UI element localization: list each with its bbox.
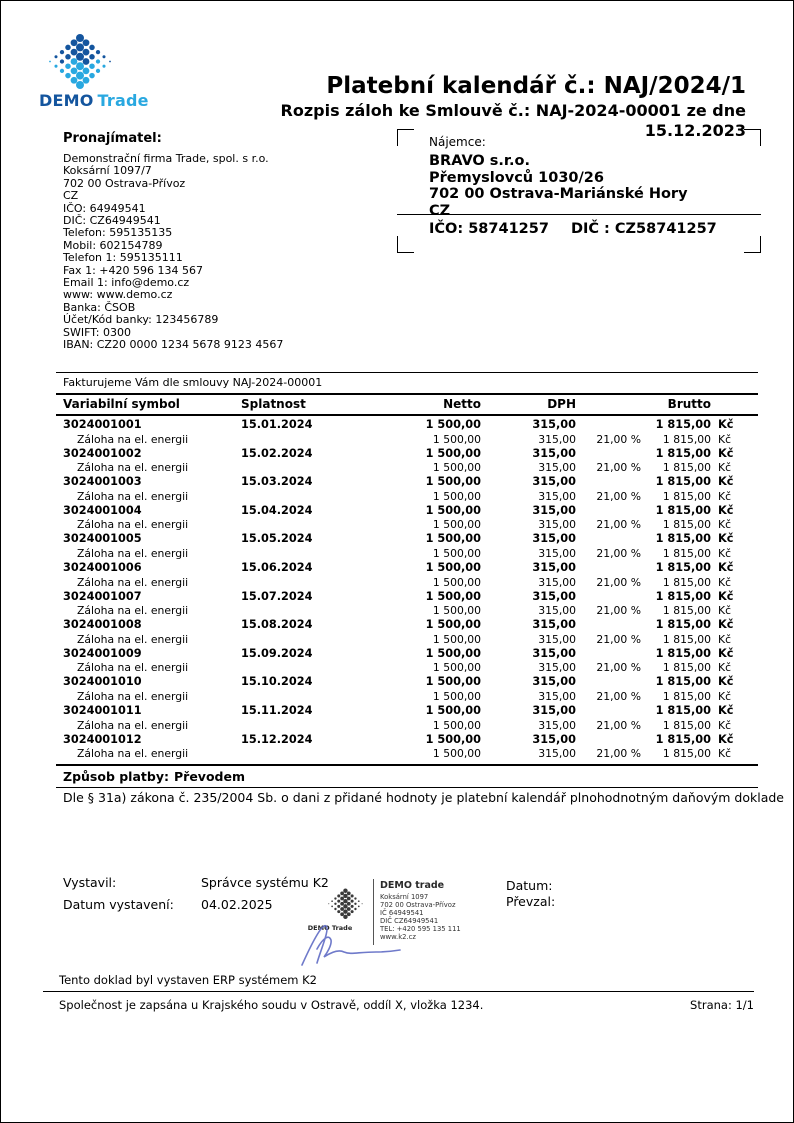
cell-vat-rate: 21,00 % xyxy=(596,489,641,503)
cell-brutto: 1 815,00 xyxy=(655,475,711,489)
tenant-box xyxy=(397,129,761,253)
table-row-main xyxy=(56,590,758,605)
cell-description: Záloha na el. energii xyxy=(77,747,189,761)
date-label: Datum: xyxy=(506,878,553,893)
cell-currency: Kč xyxy=(718,689,732,703)
cell-vat-rate: 21,00 % xyxy=(596,518,641,532)
table-row-main xyxy=(56,418,758,433)
cell-dph: 315,00 xyxy=(538,747,576,761)
cell-vat-rate: 21,00 % xyxy=(596,546,641,560)
table-row-sub xyxy=(56,547,758,561)
cell-vat-rate xyxy=(576,447,641,462)
cell-symbol: 3024001011 xyxy=(63,703,142,717)
cell-netto: 1 500,00 xyxy=(425,560,481,574)
cell-symbol: 3024001010 xyxy=(63,675,142,689)
payment-method-label: Způsob platby: xyxy=(63,769,169,785)
cell-due: 15.12.2024 xyxy=(241,732,313,746)
issue-date-value: 04.02.2025 xyxy=(201,897,273,912)
cell-due: 15.07.2024 xyxy=(241,589,313,603)
cell-netto: 1 500,00 xyxy=(432,489,481,503)
cell-dph: 315,00 xyxy=(538,661,576,675)
cell-netto: 1 500,00 xyxy=(425,675,481,689)
logo-text xyxy=(39,91,149,110)
cell-brutto: 1 815,00 xyxy=(662,661,711,675)
col-header-spacer xyxy=(711,395,758,414)
cell-due: 15.06.2024 xyxy=(241,560,313,574)
cell-dph: 315,00 xyxy=(532,589,576,603)
cell-vat-rate xyxy=(576,647,641,662)
table-row-main xyxy=(56,733,758,748)
cell-brutto: 1 815,00 xyxy=(655,703,711,717)
cell-description: Záloha na el. energii xyxy=(77,546,189,560)
cell-vat-rate: 21,00 % xyxy=(596,747,641,761)
stamp-line: IČ 64949541 xyxy=(380,908,424,917)
landlord-line: Telefon 1: 595135111 xyxy=(63,251,183,265)
cell-description: Záloha na el. energii xyxy=(77,432,189,446)
table-row-main xyxy=(56,475,758,490)
cell-dph: 315,00 xyxy=(538,604,576,618)
table-row-main xyxy=(56,504,758,519)
landlord-line: Účet/Kód banky: 123456789 xyxy=(63,313,219,327)
cell-brutto: 1 815,00 xyxy=(655,618,711,632)
tenant-ico: IČO: 58741257 xyxy=(429,221,549,237)
cell-netto: 1 500,00 xyxy=(432,575,481,589)
stamp-line: www.k2.cz xyxy=(380,932,416,941)
cell-vat-rate: 21,00 % xyxy=(596,632,641,646)
cell-vat-rate xyxy=(576,618,641,633)
cell-vat-rate xyxy=(576,704,641,719)
cell-netto: 1 500,00 xyxy=(425,646,481,660)
cell-due: 15.02.2024 xyxy=(241,446,313,460)
footer-divider xyxy=(43,991,754,992)
page-subtitle: Rozpis záloh ke Smlouvě č.: NAJ-2024-00001 ze dne 15.12.2023 xyxy=(280,101,746,140)
cell-currency: Kč xyxy=(718,589,734,603)
cell-dph: 315,00 xyxy=(538,546,576,560)
cell-netto: 1 500,00 xyxy=(425,418,481,431)
cell-currency: Kč xyxy=(718,661,732,675)
cell-brutto: 1 815,00 xyxy=(655,532,711,546)
cell-brutto: 1 815,00 xyxy=(655,646,711,660)
stamp-logo-icon xyxy=(326,887,366,920)
logo-word-demo: DEMO xyxy=(39,91,94,110)
cell-currency: Kč xyxy=(718,732,734,746)
stamp-title: DEMO trade xyxy=(380,880,445,891)
cell-dph: 315,00 xyxy=(532,475,576,489)
cell-currency: Kč xyxy=(718,546,732,560)
cell-due: 15.05.2024 xyxy=(241,532,313,546)
table-row-main xyxy=(56,447,758,462)
cell-brutto: 1 815,00 xyxy=(662,718,711,732)
cell-dph: 315,00 xyxy=(538,718,576,732)
cell-dph: 315,00 xyxy=(532,646,576,660)
cell-currency: Kč xyxy=(718,618,734,632)
table-row-sub xyxy=(56,661,758,675)
cell-description: Záloha na el. energii xyxy=(77,461,189,475)
table-row-sub xyxy=(56,433,758,447)
table-row-main xyxy=(56,618,758,633)
cell-brutto: 1 815,00 xyxy=(655,418,711,431)
cell-currency: Kč xyxy=(718,575,732,589)
col-header-symbol: Variabilní symbol xyxy=(63,397,180,411)
tenant-ids xyxy=(429,221,717,237)
col-header-netto: Netto xyxy=(443,397,481,411)
vat-note: Dle § 31a) zákona č. 235/2004 Sb. o dani z přidané hodnoty je platební kalendář plnohodnotným daňovým doklade xyxy=(63,790,784,805)
cell-due xyxy=(241,518,391,532)
cell-description: Záloha na el. energii xyxy=(77,575,189,589)
cell-brutto: 1 815,00 xyxy=(655,675,711,689)
cell-netto: 1 500,00 xyxy=(432,604,481,618)
cell-currency: Kč xyxy=(718,475,734,489)
cell-description: Záloha na el. energii xyxy=(77,661,189,675)
cell-dph: 315,00 xyxy=(538,632,576,646)
cell-due: 15.10.2024 xyxy=(241,675,313,689)
cell-symbol: 3024001006 xyxy=(63,560,142,574)
cell-netto: 1 500,00 xyxy=(432,661,481,675)
table-row-sub xyxy=(56,747,758,761)
cell-brutto: 1 815,00 xyxy=(662,432,711,446)
tenant-separator xyxy=(397,214,761,215)
cell-netto: 1 500,00 xyxy=(425,503,481,517)
cell-description: Záloha na el. energii xyxy=(77,489,189,503)
cell-brutto: 1 815,00 xyxy=(662,489,711,503)
cell-symbol: 3024001007 xyxy=(63,589,142,603)
cell-description: Záloha na el. energii xyxy=(77,632,189,646)
cell-netto: 1 500,00 xyxy=(425,589,481,603)
table-intro: Fakturujeme Vám dle smlouvy NAJ-2024-00001 xyxy=(56,372,758,395)
cell-dph: 315,00 xyxy=(538,689,576,703)
cell-symbol: 3024001008 xyxy=(63,618,142,632)
issued-by-value: Správce systému K2 xyxy=(201,875,329,890)
cell-brutto: 1 815,00 xyxy=(662,747,711,761)
table-row-main xyxy=(56,647,758,662)
tenant-country: CZ xyxy=(429,202,451,219)
landlord-line: SWIFT: 0300 xyxy=(63,325,131,339)
cell-due xyxy=(241,433,391,447)
received-by-label: Převzal: xyxy=(506,894,556,909)
cell-netto: 1 500,00 xyxy=(432,461,481,475)
logo-dots-icon xyxy=(45,33,117,89)
cell-due xyxy=(241,747,391,761)
corner-mark xyxy=(744,236,761,253)
payment-method-value: Převodem xyxy=(174,769,245,785)
cell-brutto: 1 815,00 xyxy=(655,560,711,574)
cell-brutto: 1 815,00 xyxy=(662,632,711,646)
stamp-line: TEL: +420 595 135 111 xyxy=(380,924,461,933)
cell-vat-rate: 21,00 % xyxy=(596,718,641,732)
cell-dph: 315,00 xyxy=(532,418,576,431)
stamp-line: 702 00 Ostrava-Přívoz xyxy=(380,900,456,909)
col-header-dph: DPH xyxy=(547,397,576,411)
cell-dph: 315,00 xyxy=(538,518,576,532)
cell-netto: 1 500,00 xyxy=(425,732,481,746)
cell-vat-rate xyxy=(576,475,641,490)
cell-description: Záloha na el. energii xyxy=(77,718,189,732)
cell-due xyxy=(241,661,391,675)
cell-symbol: 3024001004 xyxy=(63,503,142,517)
cell-netto: 1 500,00 xyxy=(432,546,481,560)
tenant-name: BRAVO s.r.o. xyxy=(429,153,530,169)
cell-due: 15.09.2024 xyxy=(241,646,313,660)
corner-mark xyxy=(397,129,414,146)
cell-due xyxy=(241,719,391,733)
cell-due: 15.08.2024 xyxy=(241,618,313,632)
cell-description: Záloha na el. energii xyxy=(77,604,189,618)
cell-currency: Kč xyxy=(718,703,734,717)
tenant-street: Přemyslovců 1030/26 xyxy=(429,169,604,186)
cell-symbol: 3024001005 xyxy=(63,532,142,546)
cell-dph: 315,00 xyxy=(532,618,576,632)
col-header-spacer xyxy=(576,395,641,414)
cell-vat-rate xyxy=(576,561,641,576)
tenant-dic: DIČ : CZ58741257 xyxy=(570,221,717,237)
col-header-brutto: Brutto xyxy=(667,397,711,411)
tenant-label: Nájemce: xyxy=(429,135,486,149)
cell-netto: 1 500,00 xyxy=(432,518,481,532)
company-stamp xyxy=(294,867,489,967)
landlord-line: Telefon: 595135135 xyxy=(63,226,173,240)
cell-currency: Kč xyxy=(718,646,734,660)
issue-date-label: Datum vystavení: xyxy=(63,897,174,912)
cell-netto: 1 500,00 xyxy=(432,718,481,732)
cell-vat-rate xyxy=(576,504,641,519)
landlord-line: IČO: 64949541 xyxy=(63,201,146,215)
table-row-main xyxy=(56,561,758,576)
payment-table xyxy=(56,372,758,788)
cell-vat-rate: 21,00 % xyxy=(596,432,641,446)
cell-dph: 315,00 xyxy=(538,489,576,503)
landlord-line: Koksární 1097/7 xyxy=(63,164,152,178)
payment-method-row xyxy=(56,766,758,788)
cell-brutto: 1 815,00 xyxy=(655,732,711,746)
cell-dph: 315,00 xyxy=(532,503,576,517)
cell-netto: 1 500,00 xyxy=(432,747,481,761)
cell-symbol: 3024001012 xyxy=(63,732,142,746)
cell-currency: Kč xyxy=(718,604,732,618)
page-title: Platební kalendář č.: NAJ/2024/1 xyxy=(326,73,746,99)
table-row-main xyxy=(56,532,758,547)
cell-currency: Kč xyxy=(718,632,732,646)
cell-symbol: 3024001001 xyxy=(63,418,142,431)
table-row-main xyxy=(56,704,758,719)
cell-brutto: 1 815,00 xyxy=(662,575,711,589)
cell-currency: Kč xyxy=(718,432,732,446)
table-row-sub xyxy=(56,490,758,504)
cell-dph: 315,00 xyxy=(532,675,576,689)
cell-netto: 1 500,00 xyxy=(425,475,481,489)
cell-symbol: 3024001009 xyxy=(63,646,142,660)
table-row-sub xyxy=(56,518,758,532)
landlord-line: 702 00 Ostrava-Přívoz xyxy=(63,176,186,190)
cell-due xyxy=(241,576,391,590)
cell-dph: 315,00 xyxy=(532,703,576,717)
cell-brutto: 1 815,00 xyxy=(662,518,711,532)
demo-trade-logo xyxy=(39,33,149,110)
cell-description: Záloha na el. energii xyxy=(77,689,189,703)
cell-brutto: 1 815,00 xyxy=(655,589,711,603)
landlord-line: CZ xyxy=(63,189,79,203)
cell-dph: 315,00 xyxy=(532,532,576,546)
tenant-address xyxy=(429,153,688,219)
table-row-sub xyxy=(56,461,758,475)
cell-brutto: 1 815,00 xyxy=(655,503,711,517)
landlord-line: Demonstrační firma Trade, spol. s r.o. xyxy=(63,152,269,165)
cell-currency: Kč xyxy=(718,518,732,532)
cell-due xyxy=(241,547,391,561)
table-header-row xyxy=(56,395,758,416)
cell-currency: Kč xyxy=(718,489,732,503)
cell-currency: Kč xyxy=(718,532,734,546)
cell-due: 15.11.2024 xyxy=(241,703,313,717)
cell-due xyxy=(241,461,391,475)
table-row-sub xyxy=(56,604,758,618)
cell-brutto: 1 815,00 xyxy=(662,546,711,560)
cell-netto: 1 500,00 xyxy=(432,432,481,446)
landlord-line: www: www.demo.cz xyxy=(63,288,173,302)
cell-due: 15.04.2024 xyxy=(241,503,313,517)
cell-currency: Kč xyxy=(718,461,732,475)
cell-brutto: 1 815,00 xyxy=(662,604,711,618)
cell-netto: 1 500,00 xyxy=(425,703,481,717)
cell-dph: 315,00 xyxy=(538,461,576,475)
cell-currency: Kč xyxy=(718,675,734,689)
corner-mark xyxy=(397,236,414,253)
signature-icon xyxy=(296,919,441,967)
landlord-line: Email 1: info@demo.cz xyxy=(63,276,190,290)
cell-due xyxy=(241,604,391,618)
landlord-line: Banka: ČSOB xyxy=(63,300,136,314)
cell-vat-rate: 21,00 % xyxy=(596,661,641,675)
landlord-line: Fax 1: +420 596 134 567 xyxy=(63,263,203,277)
stamp-logo-caption: DEMO Trade xyxy=(307,924,353,932)
cell-vat-rate: 21,00 % xyxy=(596,604,641,618)
cell-vat-rate xyxy=(576,418,641,433)
col-header-due: Splatnost xyxy=(241,397,306,411)
cell-due: 15.01.2024 xyxy=(241,418,313,431)
corner-mark xyxy=(744,129,761,146)
cell-currency: Kč xyxy=(718,560,734,574)
landlord-line: Mobil: 602154789 xyxy=(63,238,163,252)
cell-netto: 1 500,00 xyxy=(432,689,481,703)
landlord-label: Pronajímatel: xyxy=(63,131,162,146)
cell-currency: Kč xyxy=(718,503,734,517)
cell-netto: 1 500,00 xyxy=(425,532,481,546)
table-row-sub xyxy=(56,690,758,704)
cell-due xyxy=(241,633,391,647)
cell-description: Záloha na el. energii xyxy=(77,518,189,532)
registration-note: Společnost je zapsána u Krajského soudu v Ostravě, oddíl X, vložka 1234. xyxy=(59,998,484,1012)
stamp-line: Koksární 1097 xyxy=(380,893,429,901)
cell-vat-rate xyxy=(576,733,641,748)
cell-brutto: 1 815,00 xyxy=(662,689,711,703)
cell-dph: 315,00 xyxy=(538,432,576,446)
cell-netto: 1 500,00 xyxy=(425,446,481,460)
cell-dph: 315,00 xyxy=(532,560,576,574)
table-row-sub xyxy=(56,633,758,647)
cell-vat-rate xyxy=(576,590,641,605)
landlord-line: DIČ: CZ64949541 xyxy=(63,214,161,228)
table-row-main xyxy=(56,675,758,690)
cell-currency: Kč xyxy=(718,418,734,431)
cell-vat-rate: 21,00 % xyxy=(596,689,641,703)
cell-currency: Kč xyxy=(718,747,732,761)
issued-by-label: Vystavil: xyxy=(63,875,117,890)
landlord-line: IBAN: CZ20 0000 1234 5678 9123 4567 xyxy=(63,338,284,352)
cell-vat-rate: 21,00 % xyxy=(596,461,641,475)
tenant-city: 702 00 Ostrava-Mariánské Hory xyxy=(429,186,688,202)
erp-note: Tento doklad byl vystaven ERP systémem K2 xyxy=(59,973,317,987)
cell-brutto: 1 815,00 xyxy=(662,461,711,475)
cell-symbol: 3024001002 xyxy=(63,446,142,460)
cell-currency: Kč xyxy=(718,718,732,732)
table-row-sub xyxy=(56,576,758,590)
table-row-sub xyxy=(56,719,758,733)
cell-brutto: 1 815,00 xyxy=(655,446,711,460)
cell-dph: 315,00 xyxy=(538,575,576,589)
cell-vat-rate xyxy=(576,532,641,547)
cell-netto: 1 500,00 xyxy=(432,632,481,646)
stamp-line: DIČ CZ64949541 xyxy=(380,916,439,925)
cell-dph: 315,00 xyxy=(532,446,576,460)
page-number: Strana: 1/1 xyxy=(690,998,754,1012)
table-rows xyxy=(56,416,758,766)
cell-dph: 315,00 xyxy=(532,732,576,746)
logo-word-trade: Trade xyxy=(97,91,149,110)
cell-netto: 1 500,00 xyxy=(425,618,481,632)
cell-due xyxy=(241,690,391,704)
landlord-block xyxy=(63,131,383,352)
cell-currency: Kč xyxy=(718,446,734,460)
cell-due xyxy=(241,490,391,504)
cell-symbol: 3024001003 xyxy=(63,475,142,489)
cell-vat-rate xyxy=(576,675,641,690)
cell-vat-rate: 21,00 % xyxy=(596,575,641,589)
cell-due: 15.03.2024 xyxy=(241,475,313,489)
